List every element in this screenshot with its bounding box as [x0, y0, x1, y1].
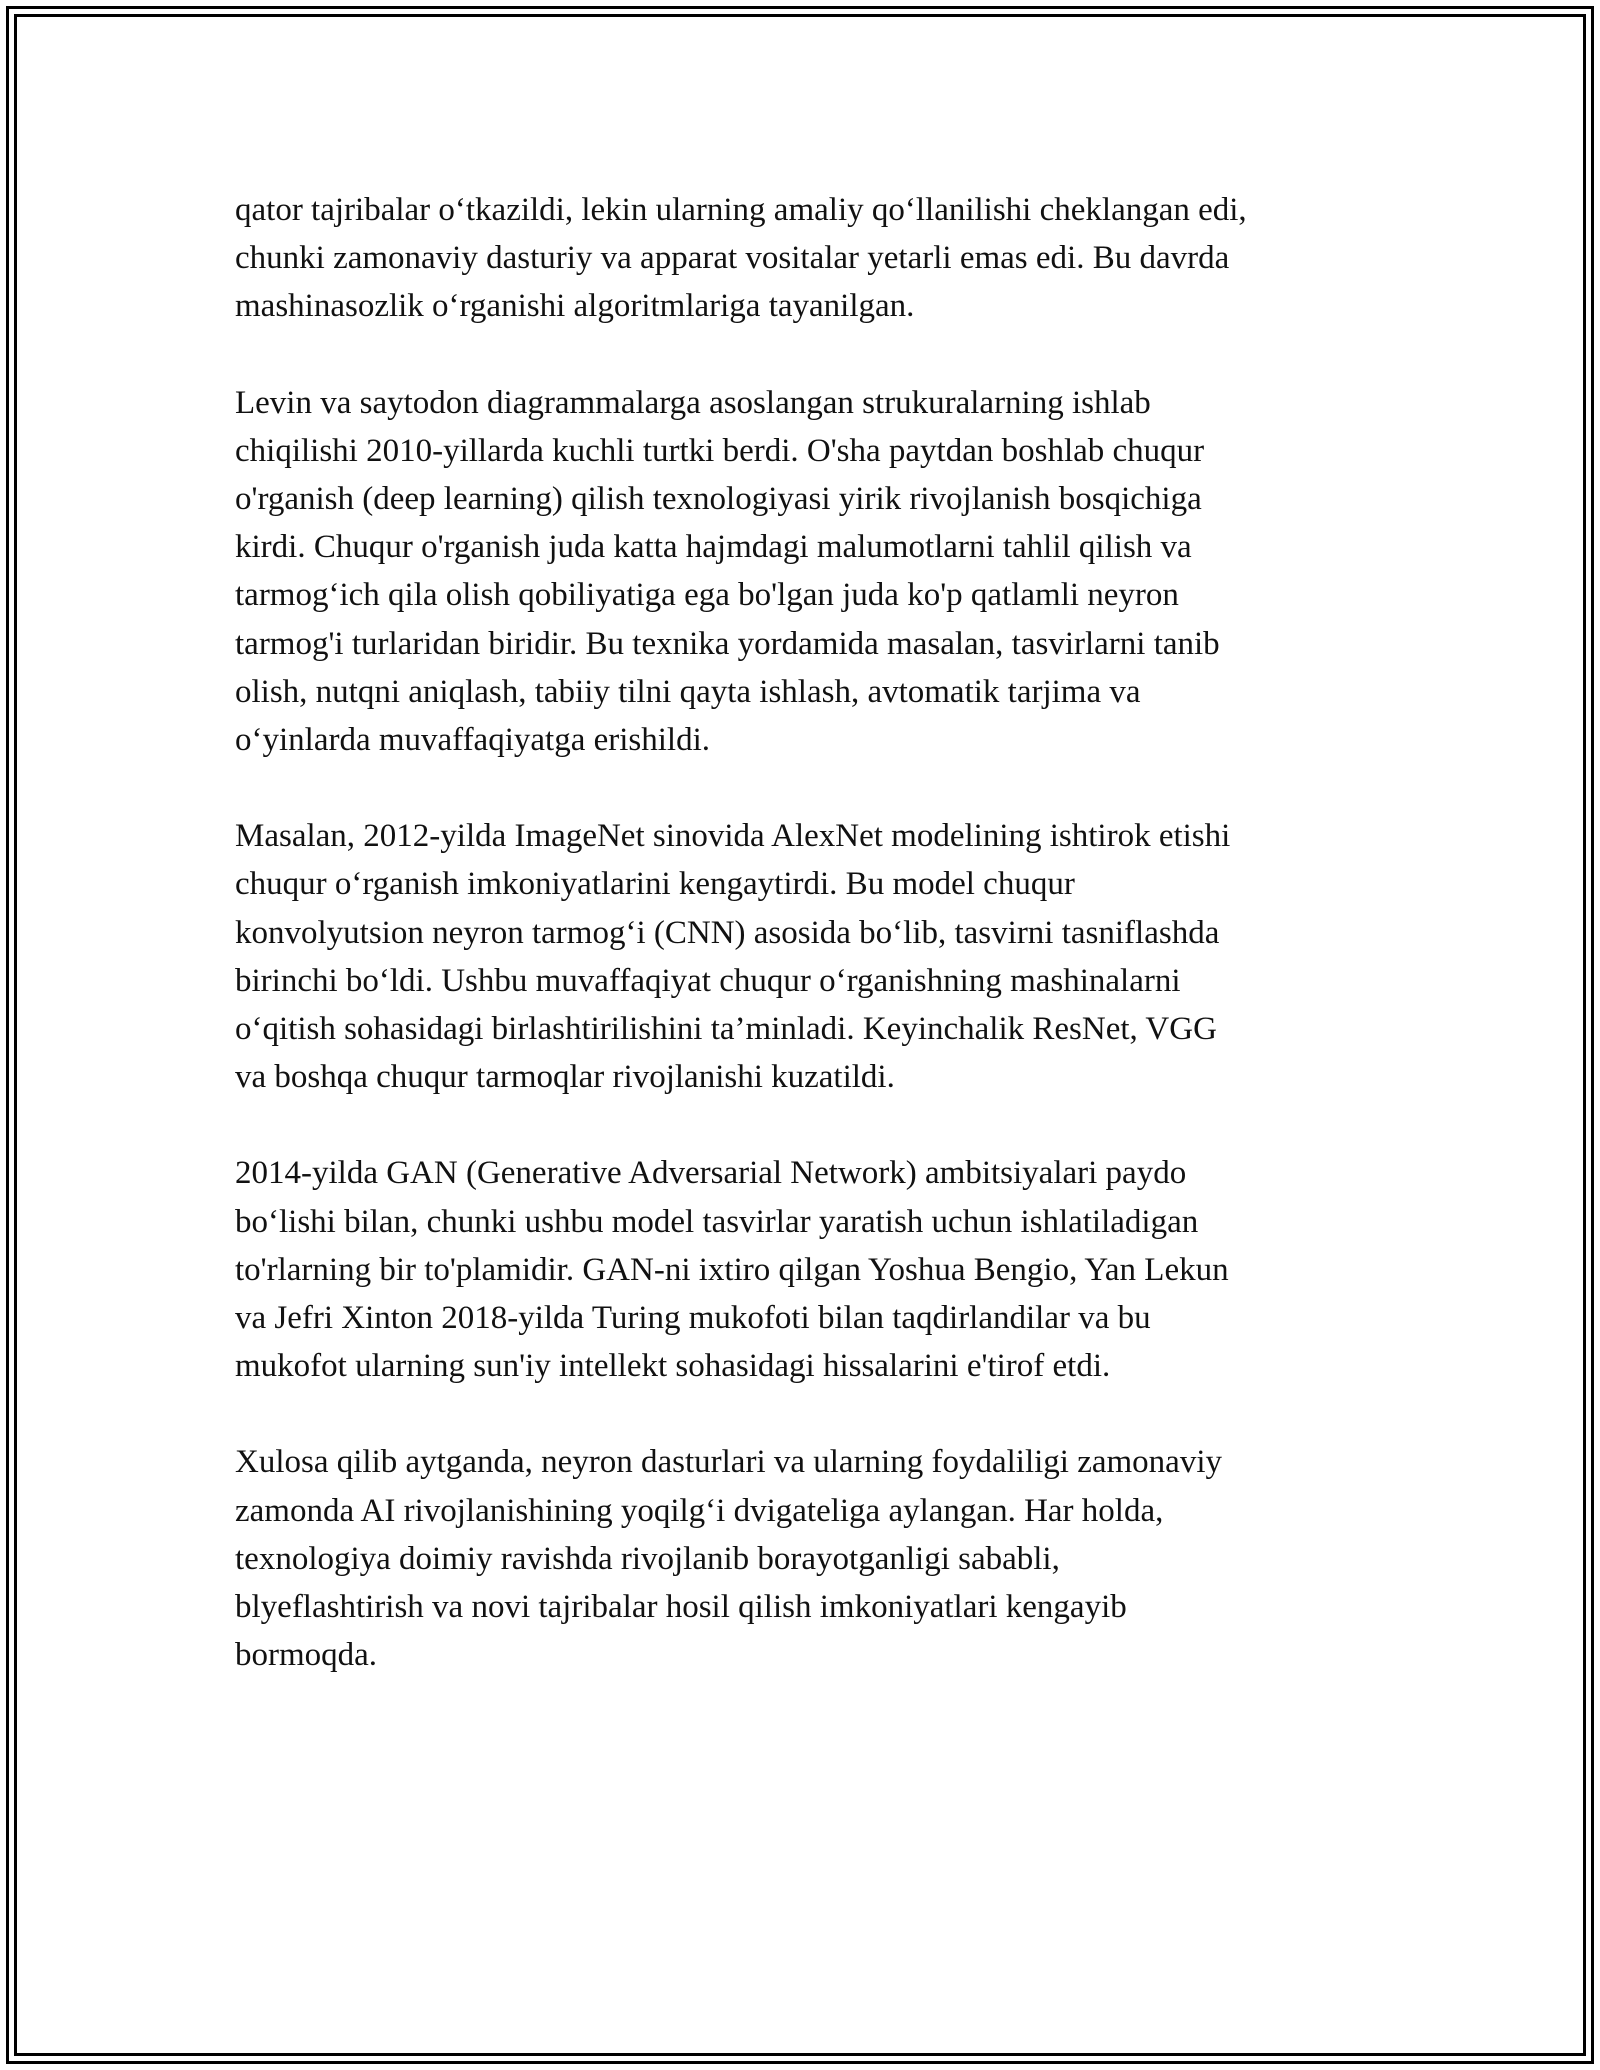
paragraph: Xulosa qilib aytganda, neyron dasturlari va ularning foydaliligi zamonaviy zamonda AI rivojlanishining yoqilg‘i dvigateliga aylangan. Har holda, texnologiya doimiy ravishda rivojlanib borayotganligi sababli, blyeflashtirish va novi tajribalar hosil qilish imkoniyatlari kengayib bormoqda. — [235, 1444, 1222, 1674]
paragraph: 2014-yilda GAN (Generative Adversarial Network) ambitsiyalari paydo bo‘lishi bilan, chunki ushbu model tasvirlar yaratish uchun ishlatiladigan to'rlarning bir to'plamidir. GAN-ni ixtiro qilgan Yoshua Bengio, Yan Lekun va Jefri Xinton 2018-yilda Turing mukofoti bilan taqdirlandilar va bu mukofot ularning sun'iy intellekt sohasidagi hissalarini e'tirof etdi. — [235, 1155, 1229, 1385]
paragraph: Levin va saytodon diagrammalarga asoslangan strukuralarning ishlab chiqilishi 2010-yillarda kuchli turtki berdi. O'sha paytdan boshlab chuqur o'rganish (deep learning) qilish texnologiyasi yirik rivojlanish bosqichiga kirdi. Chuqur o'rganish juda katta hajmdagi malumotlarni tahlil qilish va tarmog‘ich qila olish qobiliyatiga ega bo'lgan juda ko'p qatlamli neyron tarmog'i turlaridan biridir. Bu texnika yordamida masalan, tasvirlarni tanib olish, nutqni aniqlash, tabiiy tilni qayta ishlash, avtomatik tarjima va o‘yinlarda muvaffaqiyatga erishildi. — [235, 384, 1220, 759]
paragraph: qator tajribalar o‘tkazildi, lekin ularning amaliy qo‘llanilishi cheklangan edi, chunki zamonaviy dasturiy va apparat vositalar yetarli emas edi. Bu davrda mashinasozlik o‘rganishi algoritmlariga tayanilgan. — [235, 192, 1247, 325]
paragraph: Masalan, 2012-yilda ImageNet sinovida AlexNet modelining ishtirok etishi chuqur o‘rganish imkoniyatlarini kengaytirdi. Bu model chuqur konvolyutsion neyron tarmog‘i (CNN) asosida bo‘lib, tasvirni tasniflashda birinchi bo‘ldi. Ushbu muvaffaqiyat chuqur o‘rganishning mashinalarni o‘qitish sohasidagi birlashtirilishini ta’minladi. Keyinchalik ResNet, VGG va boshqa chuqur tarmoqlar rivojlanishi kuzatildi. — [235, 818, 1231, 1096]
document-body — [235, 186, 1365, 1727]
